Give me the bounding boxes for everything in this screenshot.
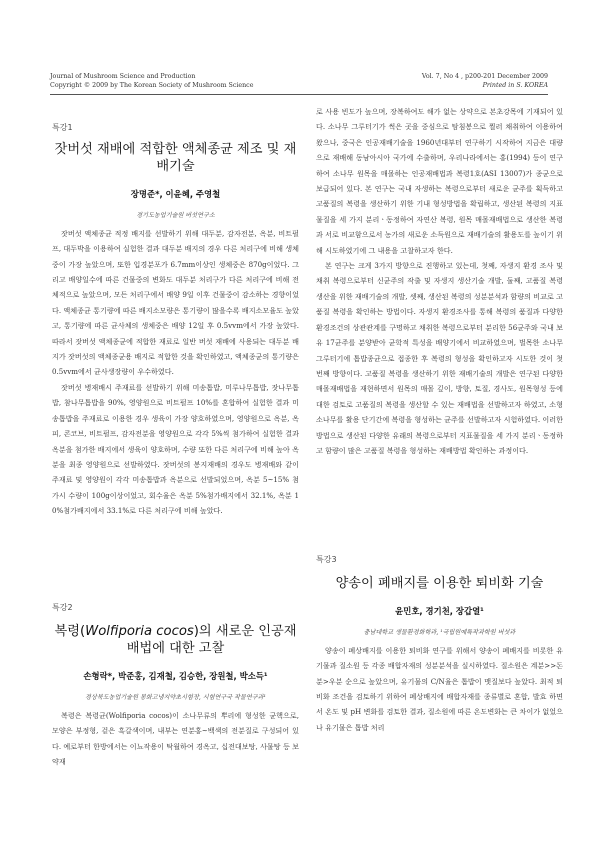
copyright-line: Copyright © 2009 by The Korean Society of Mushroom Science: [50, 82, 254, 89]
article2-title-post: )의 새로운 인공재배법에 대한 고찰: [126, 624, 297, 657]
article1-title: 잣버섯 재배에 적합한 액체종균 제조 및 재배기술: [54, 142, 297, 175]
article2-title-pre: 복령(: [54, 624, 86, 640]
article2-paragraph-2: 본 연구는 크게 3가지 방향으로 진행하고 있는데, 첫째, 자생지 환경 조사 및 채취 복령으로부터 신균주의 작출 및 자생지 생산기술 개발, 둘째, 고품질 복령 생산을 위한 재배기술의 개발, 셋째, 생산된 복령의 성분분석과 함량의 비교로 고품질 복령을 확인하는 방법이다. 자생지 환경조사를 통해 복령의 품질과 다양한 환경조건의 상관관계를 구명하고 채취한 복령으로부터 분리한 56균주와 국내 보유 17균주를 분양받아 균학적 특성을 배양기에서 비교하였으며, 벌목한 소나무 그루터기에 톱밥종균으로 접종한 후 복령의 형성을 확인하고자 시도한 것이 첫 번째 방향이다. 고품질 복령을 생산하기 위한 재배기술의 개발은 연구된 다양한 매몰재배법을 재현하면서 원목의 매몰 깊이, 방향, 토질, 경사도, 원목형성 등에 대한 검토로 고품질의 복령을 생산할 수 있는 재배법을 선발하고자 하였고, 소형 소나무를 활용 단기간에 복령을 형성하는 균주를 선발하고자 시험하였다. 이러한 방법으로 생산된 다양한 유래의 복령으로부터 지표물질을 세 가지 분리ㆍ동정하고 함량이 많은 고품질 복령을 형성하는 재배방법 확인하는 과정이다.: [316, 261, 563, 455]
article3-label: 특강3: [316, 555, 337, 564]
article1-paragraph-1: 잣버섯 액체종균 적정 배지를 선발하기 위해 대두분, 감자전분, 옥분, 비트펄프, 대두박을 이용하여 실험한 결과 대두분 배지의 경우 다른 처리구에 비해 생체중이 가장 높았으며, 또한 입경분포가 6.7mm이상인 생체중은 870g이었다. 그리고 배양일수에 따른 건물중의 변화도 대두분 처리구가 다른 처리구에 비해 전체적으로 높았으며, 모든 처리구에서 배양 9일 이후 건물중이 감소하는 경향이었다. 액체종균 통기량에 따른 배지소모량은 통기량이 많을수록 배지소모율도 높았고, 통기량에 따른 균사체의 생체중은 배양 12일 후 0.5vvm에서 가장 높았다. 따라서 잣버섯 액체종균에 적합한 재료로 일반 버섯 재배에 사용되는 대두분 배지가 잣버섯의 액체종균용 배지로 적합한 것을 확인하였고, 액체종균의 통기량은 0.5vvm에서 균사생장량이 우수하였다.: [52, 228, 299, 377]
article3-paragraph: 양송이 폐상배지를 이용한 퇴비화 연구를 위해서 양송이 폐배지를 비롯한 유기물과 질소원 등 각종 배합자재의 성분분석을 실시하였다. 질소원은 계분>>돈분>우분 순으로 높았으며, 유기물의 C/N율은 톱밥이 맷질보다 높았다. 최적 퇴비화 조건을 검토하기 위하여 폐상배지에 배합자재를 종류별로 혼합, 발효 하면서 온도 및 pH 변화를 검토한 결과, 질소원에 따른 온도변화는 큰 차이가 없었으나 유기물은 톱밥 처리: [316, 645, 563, 732]
header-rule: [50, 94, 548, 95]
article2-label: 특강2: [52, 603, 73, 612]
left-column: [52, 120, 299, 519]
printed-in: Printed in S. KOREA: [482, 82, 548, 89]
right-column: [316, 104, 563, 524]
running-header-left: [50, 72, 253, 90]
journal-name: Journal of Mushroom Science and Production: [50, 73, 196, 80]
running-header-right: [422, 72, 548, 90]
article2-title: [52, 623, 299, 657]
article1-affiliation: 경기도농업기술원 버섯연구소: [136, 211, 215, 219]
article3-affiliation: 충남대학교 생물환경화학과, ¹국립원예특작과학원 버섯과: [363, 628, 516, 636]
article1-authors: 장명준*, 이윤혜, 주영철: [130, 189, 221, 200]
volume-info: Vol. 7, No 4 , p200-201 December 2009: [421, 73, 548, 80]
article3-title: 양송이 폐배지를 이용한 퇴비화 기술: [335, 576, 544, 592]
article3-authors: 윤민호, 경기천, 장갑열¹: [395, 606, 484, 617]
article2-title-species: Wolfiporia cocos: [85, 624, 194, 640]
right-column-article3: [316, 552, 563, 735]
article1-label: 특강1: [52, 123, 73, 132]
article2-authors: 손형락*, 박준홍, 김재철, 김승한, 장원철, 박소득¹: [83, 671, 268, 682]
article2-paragraph-1-cont: [316, 104, 563, 258]
left-column-article2: [52, 600, 299, 770]
article2-paragraph-1-start: 복령은 복령균(Wolfiporia cocos)이 소나무류의 뿌리에 형성한 균핵으로, 모양은 부정형, 겉은 흑갈색이며, 내부는 연분홍~백색의 전분질로 구성되어 있다. 예로부터 한방에서는 이뇨작용이 탁월하여 경옥고, 십전대보탕, 사물탕 등 보약재: [52, 710, 299, 767]
article2-affiliation: 경상북도농업기술원 봉화고냉지약초시험장, 시험연구국 작물연구과¹: [85, 693, 266, 701]
article2-continuation-text: 로 사용 빈도가 높으며, 장복하여도 해가 없는 상약으로 본초강목에 기재되어 있다. 소나무 그루터기가 썩은 곳을 중심으로 탐침봉으로 찔러 채취하여 이용하여 왔으나, 중국은 인공재배기술을 1960년대부터 연구하기 시작하여 지금은 대량으로 재배해 동남아시아 국가에 수출하며, 우리나라에서는 홍(1994) 등이 연구하여 소나무 원목을 매몰하는 인공재배법과 복령1호(ASI 13007)가 종균으로 보급되어 있다. 본 연구는 국내 자생하는 복령으로부터 새로운 균주를 획득하고 고품질의 복령을 생산하기 위한 기내 형성방법을 확립하고, 생산된 복령의 지표물질을 세 가지 분리ㆍ동정하여 자연산 복령, 원목 매몰재배법으로 생산한 복령과 서로 비교함으로서 농가의 새로운 소득원으로 재배기술의 활용도를 높이기 위해 시도하였기에 그 내용을 고찰하고자 한다.: [316, 107, 563, 255]
article1-paragraph-2: 잣버섯 병재배시 주재료를 선발하기 위해 미송톱밥, 미루나무톱밥, 잣나무톱밥, 참나무톱밥을 90%, 영양원으로 비트펄프 10%를 혼합하여 실험한 결과 미송톱밥을 주재료로 이용한 경우 생육이 가장 양호하였으며, 영양원으로 옥분, 옥피, 콘코브, 비트펄프, 감자전분을 영양원으로 각각 5%씩 첨가하여 실험한 결과 옥분을 첨가한 배지에서 생육이 양호하며, 수량 또한 다른 처리구에 비해 높아 옥분을 최종 영양원으로 선발하였다. 잣버섯의 봉지재배의 경우도 병재배와 같이 주재료 및 영양원이 각각 미송톱밥과 옥분으로 선발되었으며, 옥분 5~15% 첨가시 수량이 100g이상이었고, 회수율은 옥분 5%첨가배지에서 32.1%, 옥분 10%첨가배지에서 33.1%로 다른 처리구에 비해 높았다.: [52, 382, 299, 516]
